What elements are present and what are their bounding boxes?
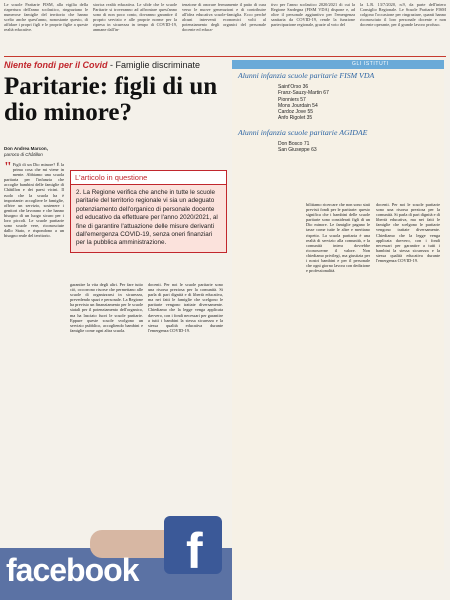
dropcap: " — [4, 162, 12, 175]
top-article-strip — [4, 2, 446, 54]
top-column-1: Le scuole Paritarie FISM, alla vigilia della riapertura dell'anno scolastico, ringraziano le numerose famiglie del territorio che hanno scelto anche quest'anno, nonostante questo, di affidare i propri figli e le proprie figlie a queste realtà educative. — [4, 2, 88, 33]
list-item: Anfo Rigolet 35 — [278, 115, 313, 122]
author-name: Don Andrea Marcon, — [4, 146, 48, 151]
list-item: Don Bosco 71 — [278, 140, 310, 147]
list-item: San Giuseppe 63 — [278, 147, 317, 154]
sidebar-header: GLI ISTITUTI — [232, 60, 444, 69]
list-item: Mons Jourdain 54 — [278, 102, 318, 109]
section-sublabel: - Famiglie discriminate — [110, 60, 201, 70]
section-divider — [4, 56, 446, 57]
section-label: Niente fondi per il Covid — [4, 60, 108, 70]
institutes-sidebar — [232, 60, 444, 570]
author-role: parroco di Châtillon — [4, 151, 43, 157]
sidebar-list-fism — [278, 84, 444, 122]
sidebar-title-agidae: Alunni infanzia scuole paritarie AGIDAE — [238, 127, 368, 137]
article-column-3: docenti. Per noi le scuole paritarie sono una risorsa preziosa per la comunità. Si parla di pari dignità e di libertà educativa, ma nei fatti le famiglie che scelgono le paritarie vengono trattate diversamente. Chiediamo che la legge venga applicata davvero, con i fondi necessari per garantire a tutti i bambini la stessa sicurezza e la stessa qualità educativa durante l'emergenza COVID-19. — [148, 282, 223, 333]
top-column-3: tenzione di onorare fermamente il patto di cura verso le nuove generazioni e di contribuire all'idea educativa scuole-famiglia. Ecco perché alcuni interventi economici volti al potenziamento degli organici del personale docente ed educa- — [182, 2, 266, 33]
sidebar-list-agidae — [278, 141, 444, 154]
top-column-5: la L.R. 13/7/2020, n.9, da parte dell'intero Consiglio Regionale. Le Scuole Paritarie FISM colgono l'occasione per ringraziare, quanti hanno riconosciuto il loro personale docente e non docente operante, per il grande lavoro profuso. — [360, 2, 446, 28]
facebook-wordmark: facebook — [6, 552, 139, 588]
headline: Paritarie: figli di un dio minore? — [4, 73, 218, 126]
article-column-2: garantire la vita degli altri. Per fare tutto ciò, occorrono risorse che permettano alle scuole di organizzarsi in sicurezza, prevedendo spazi e personale. La Regione ha previsto un finanziamento per le scuole statali per il potenziamento dell'organico, ma ha lasciato fuori le scuole paritarie. Eppure queste scuole svolgono un servizio pubblico, accogliendo bambini e famiglie come ogni altra scuola. — [70, 282, 143, 333]
quoted-article-header: L'articolo in questione — [71, 171, 226, 185]
author-byline — [4, 146, 62, 157]
sidebar-article-column-1: bilitiamo ricercare che non sono stati previsti fondi per le paritarie: questo significa che i bambini delle scuole paritarie sono considerati figli di un Dio minore. Le famiglie pagano le tasse come tutte le altre e meritano rispetto. La scuola paritaria è una realtà di servizio alla comunità, e la comunità intera dovrebbe riconoscerne il valore. Non chiediamo privilegi, ma giustizia per i nostri bambini e per il personale che ogni giorno lavora con dedizione e professionalità. — [306, 202, 370, 274]
top-column-2: storica realtà educativa. Le sfide che le scuole Paritarie si troveranno ad affrontare quest'anno sono di non poco conto, dovranno garantire il proprio servizio e alle proprie norme per la ripresa in sicurezza in tempo di COVID-19, anmane dall'in- — [93, 2, 177, 33]
quoted-article-body: 2. La Regione verifica che anche in tutte le scuole paritarie del territorio regionale vi sia un adeguato potenziamento dell'organico di personale docente ed educativo da effettuare per l'anno 2020/2021, al fine di garantire l'attuazione delle misure derivanti dall'emergenza COVID-19, senza oneri finanziari per la pubblica amministrazione. — [71, 185, 226, 252]
article-column-left — [4, 162, 64, 542]
list-item: Franz-Sauzy-Martin 67 — [278, 90, 329, 97]
facebook-logo-icon: f — [164, 516, 222, 574]
quoted-article-box — [70, 170, 227, 253]
list-item: Cardoz Jove 55 — [278, 109, 314, 116]
top-column-4: tivo per l'anno scolastico 2020/2021 di cui la Regione Sardegna (FISM VDA) dispone e, ad oltre il personale aggiuntivo per l'emergenza sanitaria da COVID-19, rende la funzione partecipazione regionale, grazie al voto del — [271, 2, 355, 28]
list-item: Pionniers 57 — [278, 96, 306, 103]
sidebar-article-column-2: docenti. Per noi le scuole paritarie sono una risorsa preziosa per la comunità. Si parla di pari dignità e di libertà educativa, ma nei fatti le famiglie che scelgono le paritarie vengono trattate diversamente. Chiediamo che la legge venga applicata davvero, con i fondi necessari per garantire a tutti i bambini la stessa sicurezza e la stessa qualità educativa durante l'emergenza COVID-19. — [376, 202, 440, 264]
facebook-image — [0, 523, 232, 600]
sidebar-title-fism: Alunni infanzia scuole paritarie FISM VDA — [238, 71, 375, 80]
article-text-left: Figli di un Dio minore? È la prima cosa che mi viene in mente. Abbiamo una scuola paritaria per l'infanzia che accoglie bambini delle famiglie di Châtillon e dei paesi vicini. Il ruolo che la scuola ha è importante: accogliere le famiglie, offrire un servizio, sostenere i genitori che lavorano e che hanno bisogno di un luogo sicuro per i loro piccoli. Le scuole paritarie sono scuole vere, riconosciute dallo Stato, e rispondono a un bisogno reale del territorio. — [4, 162, 64, 239]
section-heading — [4, 60, 234, 73]
list-item: Saint'Orso 36 — [278, 84, 309, 90]
